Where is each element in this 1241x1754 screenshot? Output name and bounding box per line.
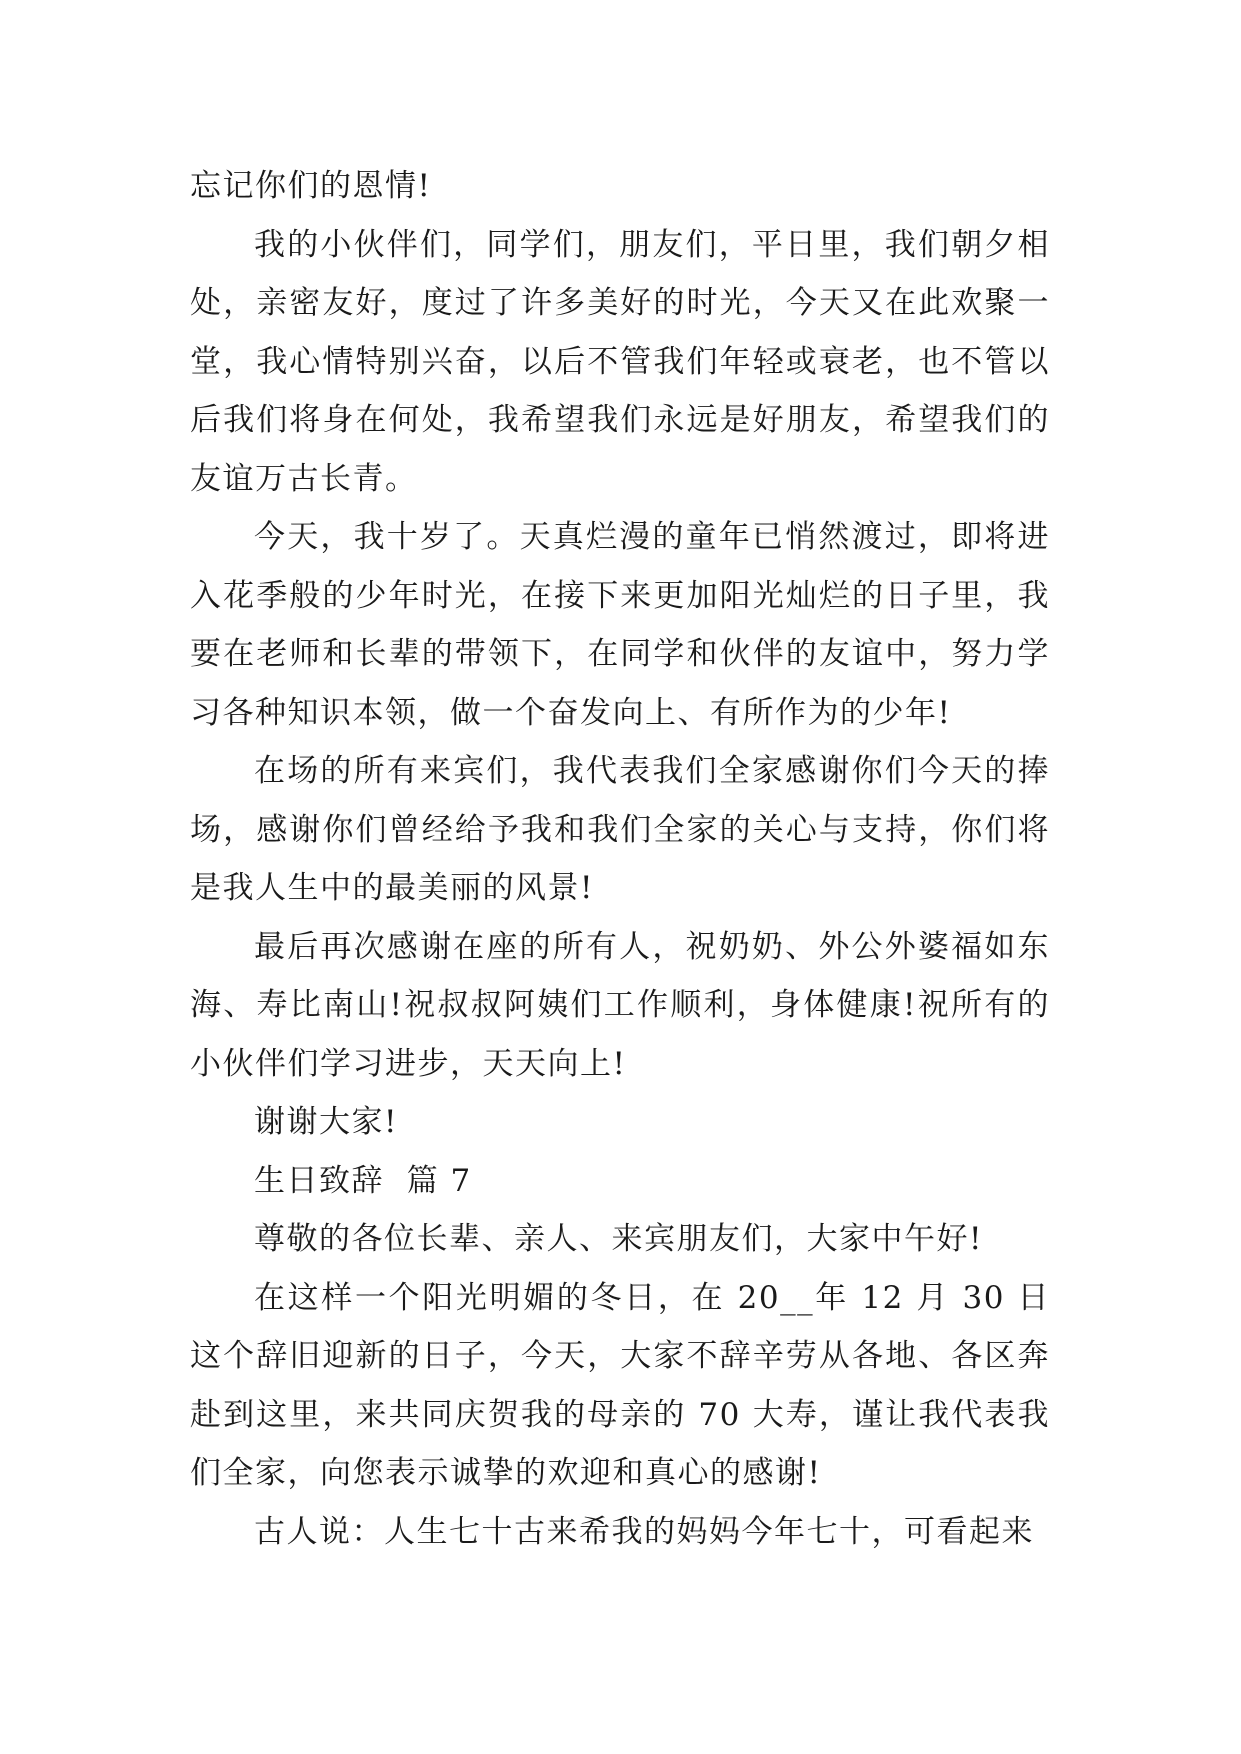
section-heading: 生日致辞 篇 7 [254,1162,472,1199]
paragraph-10: 古人说：人生七十古来希我的妈妈今年七十，可看起来 [254,1513,1034,1550]
paragraph-2: 我的小伙伴们，同学们，朋友们，平日里，我们朝夕相处，亲密友好，度过了许多美好的时光，今天又在此欢聚一堂，我心情特别兴奋，以后不管我们年轻或衰老，也不管以后我们将身在何处，我希望我们永远是好朋友，希望我们的友谊万古长青。 [190,226,1050,497]
paragraph-5: 最后再次感谢在座的所有人，祝奶奶、外公外婆福如东海、寿比南山!祝叔叔阿姨们工作顺利，身体健康!祝所有的小伙伴们学习进步，天天向上! [190,928,1050,1082]
paragraph-3: 今天，我十岁了。天真烂漫的童年已悄然渡过，即将进入花季般的少年时光，在接下来更加阳光灿烂的日子里，我要在老师和长辈的带领下，在同学和伙伴的友谊中，努力学习各种知识本领，做一个奋发向上、有所作为的少年! [190,519,1050,731]
paragraph-8: 尊敬的各位长辈、亲人、来宾朋友们，大家中午好! [254,1221,983,1257]
paragraph-6: 谢谢大家! [254,1104,398,1140]
paragraph-9: 在这样一个阳光明媚的冬日，在 20__年 12 月 30 日这个辞旧迎新的日子，今天，大家不辞辛劳从各地、各区奔赴到这里，来共同庆贺我的母亲的 70 大寿，谨让我代表我们全家，向您表示诚挚的欢迎和真心的感谢! [190,1279,1050,1491]
paragraph-1: 忘记你们的恩情! [190,168,432,204]
paragraph-4: 在场的所有来宾们，我代表我们全家感谢你们今天的捧场，感谢你们曾经给予我和我们全家的关心与支持，你们将是我人生中的最美丽的风景! [190,753,1050,906]
document-body [190,157,1050,1561]
